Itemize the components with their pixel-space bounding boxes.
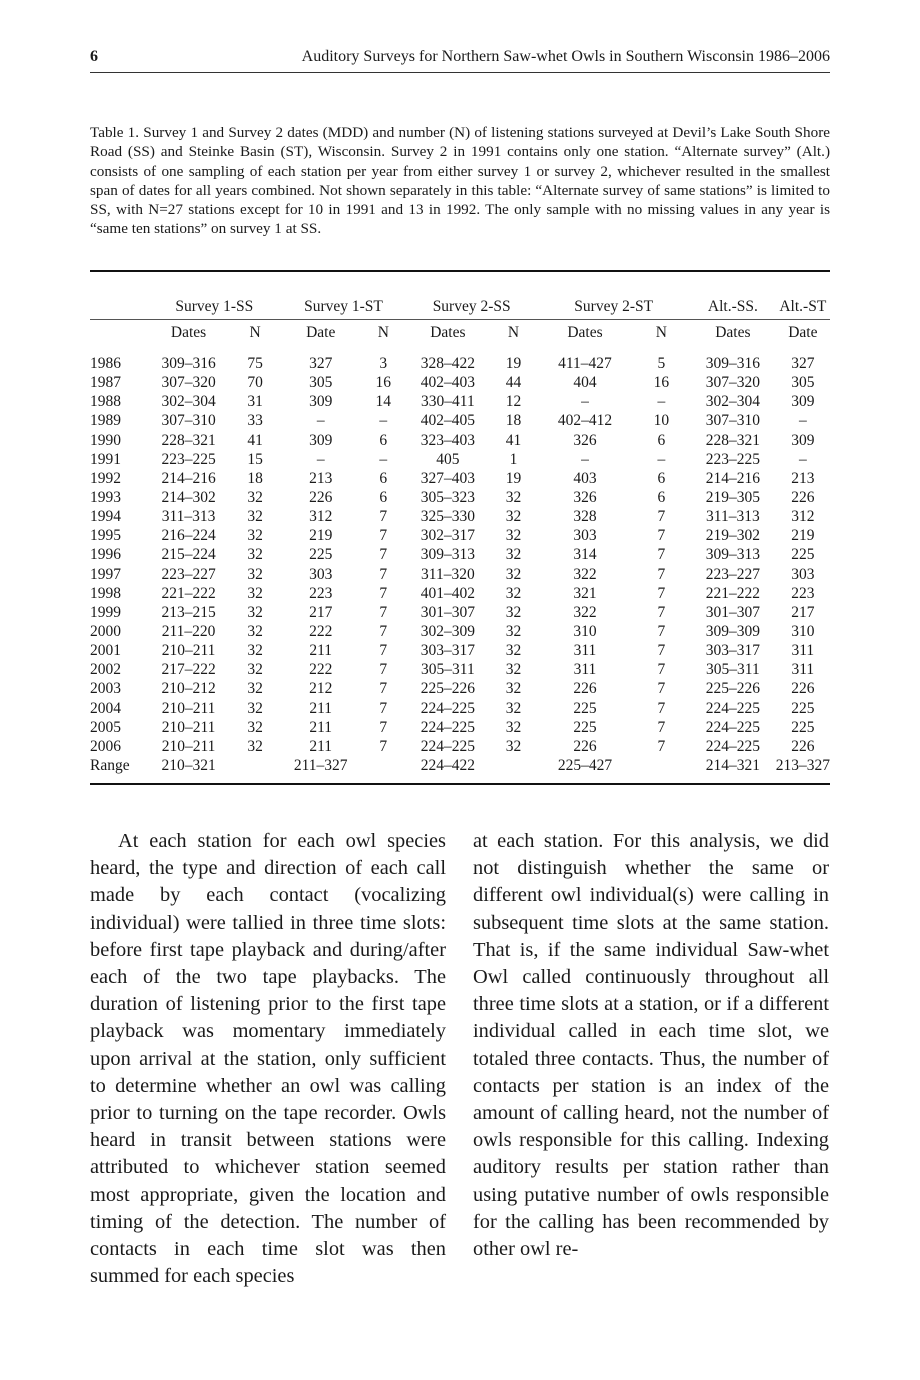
table-cell: – [316, 412, 325, 430]
table-cell: 32 [505, 527, 522, 545]
table-cell: 32 [247, 699, 263, 717]
subheader-cell: Date [281, 320, 361, 347]
row-label: 1996 [90, 546, 121, 564]
table-cell: 16 [653, 374, 670, 392]
row-label: 1999 [90, 603, 121, 621]
table-cell: – [316, 450, 325, 468]
table-cell: 7 [657, 565, 666, 583]
table-cell: 32 [247, 680, 263, 698]
table-cell: 225 [309, 546, 333, 564]
table-cell: 32 [247, 546, 263, 564]
table-cell: 7 [379, 603, 388, 621]
row-label: 1989 [90, 412, 121, 430]
table-cell: – [379, 450, 388, 468]
table-cell: 32 [505, 565, 522, 583]
table-cell: 7 [657, 508, 666, 526]
table-row [90, 346, 830, 373]
table-row [90, 507, 830, 526]
table-cell: 211 [309, 642, 333, 660]
table-cell: 213 [791, 469, 815, 487]
table-cell: 210–321 [161, 757, 216, 775]
table-cell: 310 [791, 623, 815, 641]
table-cell: 326 [573, 431, 597, 449]
table-cell: 19 [505, 469, 522, 487]
table-cell: 223–227 [161, 565, 216, 583]
table-cell: 31 [247, 393, 263, 411]
table-cell: 402–405 [420, 412, 476, 430]
table-row [90, 603, 830, 622]
table-cell: 32 [247, 661, 263, 679]
table-cell: 10 [653, 412, 670, 430]
table-cell: 310 [573, 623, 597, 641]
table-cell: 302–304 [705, 393, 761, 411]
table-cell: 32 [247, 603, 263, 621]
table-cell: – [657, 450, 666, 468]
table-row [90, 411, 830, 430]
table-cell: 210–212 [161, 680, 216, 698]
table-cell: 33 [247, 412, 263, 430]
table-cell: 219 [309, 527, 333, 545]
table-cell: 41 [247, 431, 263, 449]
table-cell: 223 [791, 584, 815, 602]
table-cell: – [657, 393, 666, 411]
table-cell: 214–302 [161, 489, 216, 507]
table-cell: 18 [247, 469, 263, 487]
table-cell: 402–403 [420, 374, 476, 392]
table-cell: 330–411 [421, 393, 475, 411]
survey-table [90, 270, 830, 785]
table-cell: 309–313 [705, 546, 761, 564]
table-cell: 326 [573, 489, 597, 507]
row-label: 1992 [90, 469, 121, 487]
table-cell: 32 [247, 623, 263, 641]
table-cell: 32 [247, 737, 263, 755]
table-cell: 7 [379, 737, 388, 755]
running-header [90, 48, 830, 73]
table-cell: 217 [791, 603, 815, 621]
table-cell: – [581, 393, 589, 411]
table-cell: 224–225 [420, 699, 476, 717]
table-cell: 225 [791, 546, 815, 564]
table-cell: 322 [573, 603, 597, 621]
table-cell: 32 [247, 584, 263, 602]
table-row [90, 526, 830, 545]
table-cell: 7 [657, 584, 666, 602]
subheader-cell: N [361, 320, 407, 347]
table-cell: 328 [573, 508, 597, 526]
table-cell: 303 [309, 565, 333, 583]
row-label: 1990 [90, 431, 121, 449]
subheader-cell: N [490, 320, 538, 347]
table-cell: 307–310 [705, 412, 761, 430]
table-cell: 226 [309, 489, 333, 507]
table-cell: 32 [505, 546, 522, 564]
subheader-cell: N [229, 320, 281, 347]
row-label: 1993 [90, 489, 121, 507]
table-cell: 305 [309, 374, 333, 392]
table-cell: 211 [309, 737, 333, 755]
table-cell: 225–226 [705, 680, 761, 698]
table-cell: 7 [657, 527, 666, 545]
table-cell: 223 [309, 584, 333, 602]
table-cell: 70 [247, 374, 263, 392]
page-number: 6 [90, 48, 98, 65]
table-cell: 210–211 [161, 699, 216, 717]
table-cell: 7 [657, 737, 666, 755]
table-cell: 403 [573, 469, 597, 487]
table-cell: 311 [791, 661, 815, 679]
table-cell: 311 [573, 642, 597, 660]
running-title: Auditory Surveys for Northern Saw-whet Owls in Southern Wisconsin 1986–2006 [301, 48, 830, 65]
table-cell: 321 [573, 584, 597, 602]
table-cell: 15 [247, 450, 263, 468]
table-row [90, 641, 830, 660]
table-cell: 312 [791, 508, 815, 526]
table-cell: 402–412 [557, 412, 613, 430]
table-cell: 223–225 [705, 450, 761, 468]
table-cell: 223–225 [161, 450, 216, 468]
row-label: 2005 [90, 718, 121, 736]
table-cell: 226 [791, 489, 815, 507]
table-cell: 7 [657, 661, 666, 679]
table-cell: 19 [505, 355, 522, 373]
table-row [90, 450, 830, 469]
table-cell: 217–222 [161, 661, 216, 679]
table-cell: 32 [247, 527, 263, 545]
table-cell: 7 [657, 546, 666, 564]
table-cell: 309–316 [705, 355, 761, 373]
row-label: 2002 [90, 661, 121, 679]
table-cell: 219–302 [705, 527, 761, 545]
table-cell: 7 [379, 642, 388, 660]
row-label: 2006 [90, 737, 121, 755]
subheader-cell: Dates [148, 320, 230, 347]
table-cell: 228–321 [161, 431, 216, 449]
table-cell: 7 [657, 603, 666, 621]
table-cell: 32 [505, 489, 522, 507]
table-cell: 214–216 [161, 469, 216, 487]
table-row [90, 488, 830, 507]
group-header-alt-st: Alt.-ST [779, 298, 827, 315]
table-cell: 6 [379, 469, 388, 487]
table-cell: 210–211 [161, 737, 216, 755]
table-cell: 217 [309, 603, 333, 621]
table-cell: 7 [379, 661, 388, 679]
table-cell [490, 756, 538, 783]
table-cell: 224–225 [420, 737, 476, 755]
table-cell: 7 [657, 680, 666, 698]
table-cell: 309–309 [705, 623, 761, 641]
table-cell: 32 [505, 642, 522, 660]
row-label: 1987 [90, 374, 121, 392]
table-cell: – [798, 450, 807, 468]
table-cell: 303 [573, 527, 597, 545]
table-row [90, 737, 830, 756]
row-label: 1986 [90, 355, 121, 373]
table-cell: 32 [505, 718, 522, 736]
table-cell: 211 [309, 718, 333, 736]
table-row [90, 584, 830, 603]
table-cell: 309–316 [161, 355, 216, 373]
table-cell: 302–309 [420, 623, 476, 641]
table-cell: 301–307 [705, 603, 761, 621]
table-row [90, 718, 830, 737]
table-cell: 32 [505, 584, 522, 602]
table-cell: 32 [247, 718, 263, 736]
table-row [90, 545, 830, 564]
table-cell: 224–225 [420, 718, 476, 736]
table-cell: 6 [657, 469, 666, 487]
table-cell: 309 [791, 393, 815, 411]
table-row [90, 679, 830, 698]
table-cell: 225 [573, 718, 597, 736]
row-label: 1998 [90, 584, 121, 602]
table-cell: 7 [379, 508, 388, 526]
table-cell: 314 [573, 546, 597, 564]
subheader-cell: N [633, 320, 690, 347]
group-header-survey1-st: Survey 1-ST [304, 298, 383, 315]
table-cell: 7 [657, 642, 666, 660]
table-cell: 7 [657, 623, 666, 641]
table-cell: 7 [379, 546, 388, 564]
row-label: 2004 [90, 699, 121, 717]
table-cell: 7 [379, 699, 388, 717]
table-row [90, 431, 830, 450]
table-cell: 322 [573, 565, 597, 583]
table-cell: 211–220 [161, 623, 216, 641]
table-cell: 328–422 [420, 355, 476, 373]
table-cell: 222 [309, 661, 333, 679]
table-cell: 405 [436, 450, 460, 468]
table-cell: 214–216 [705, 469, 761, 487]
table-cell: 221–222 [161, 584, 216, 602]
group-header-survey2-ss: Survey 2-SS [432, 298, 511, 315]
table-cell: 309 [309, 393, 333, 411]
table-cell: 302–304 [161, 393, 216, 411]
table-body [90, 346, 830, 783]
table-row [90, 469, 830, 488]
table-cell: 32 [505, 508, 522, 526]
table-cell: 7 [379, 527, 388, 545]
table-row [90, 622, 830, 641]
subheader-cell: Date [776, 320, 830, 347]
table-caption: Table 1. Survey 1 and Survey 2 dates (MDD) and number (N) of listening stations surveyed at Devil’s Lake South Shore Road (SS) and Steinke Basin (ST), Wisconsin. Survey 2 in 1991 contains only one station. “Alternate survey” (Alt.) consists of one sampling of each station per year from either survey 1 or survey 2, whichever resulted in the smallest span of dates for all years combined. Not shown separately in this table: “Alternate survey of same stations” is limited to SS, with N=27 stations except for 10 in 1991 and 13 in 1992. The only sample with no missing values in any year is “same ten stations” on survey 1 at SS. [90, 124, 830, 238]
table-cell: 210–211 [161, 718, 216, 736]
table-cell: 32 [247, 642, 263, 660]
table-cell: 305–311 [421, 661, 475, 679]
table-cell: 222 [309, 623, 333, 641]
table-row [90, 660, 830, 679]
table-cell: 6 [657, 431, 666, 449]
table-cell: 6 [379, 431, 388, 449]
table-cell: 12 [505, 393, 522, 411]
table-cell: 223–227 [705, 565, 761, 583]
table-cell: 327–403 [420, 469, 476, 487]
table-cell: 225 [573, 699, 597, 717]
table-cell [633, 756, 690, 783]
table-cell: 224–422 [420, 757, 476, 775]
group-header-survey1-ss: Survey 1-SS [175, 298, 254, 315]
table-cell: 211–327 [293, 757, 348, 775]
table-cell: 307–320 [161, 374, 216, 392]
table-cell: 327 [309, 355, 333, 373]
table-cell: 325–330 [420, 508, 476, 526]
table-cell [229, 756, 281, 783]
table-cell: 302–317 [420, 527, 476, 545]
body-column-left: At each station for each owl species heard, the type and direction of each call made by each contact (vocalizing individual) were tallied in three time slots: before first tape playback and during/after each of the two tape playbacks. The duration of listening prior to the first tape playback was momentary immediately upon arrival at the station, only sufficient to determine whether an owl was calling prior to turning on the tape recorder. Owls heard in transit between stations were attributed to whichever station seemed most appropriate, given the location and timing of the detection. The number of contacts in each time slot was then summed for each species [90, 830, 446, 1288]
row-label: 2000 [90, 623, 121, 641]
table-cell: 303–317 [420, 642, 476, 660]
group-header-alt-ss: Alt.-SS. [707, 298, 758, 315]
table-cell: 14 [375, 393, 392, 411]
table-cell: 303 [791, 565, 815, 583]
table-cell: 3 [379, 355, 388, 373]
table-cell: 213–327 [775, 757, 830, 775]
table-cell: 41 [505, 431, 522, 449]
table-cell: 7 [379, 584, 388, 602]
table-cell: 224–225 [705, 737, 761, 755]
table-cell: 225–226 [420, 680, 476, 698]
table-cell: 7 [379, 718, 388, 736]
table-cell: 75 [247, 355, 263, 373]
table-row [90, 392, 830, 411]
table-cell: 224–225 [705, 699, 761, 717]
table-cell: 224–225 [705, 718, 761, 736]
table-cell: – [798, 412, 807, 430]
row-label: 2003 [90, 680, 121, 698]
table-cell: 309–313 [420, 546, 476, 564]
table-cell: 307–320 [705, 374, 761, 392]
table-cell: 32 [247, 489, 263, 507]
table-cell: 311 [573, 661, 597, 679]
table-cell: 323–403 [420, 431, 476, 449]
table-cell: 216–224 [161, 527, 216, 545]
table-cell: 6 [379, 489, 388, 507]
table-cell: 7 [379, 565, 388, 583]
table-cell: 309 [309, 431, 333, 449]
table-cell: – [379, 412, 388, 430]
table-cell: 401–402 [420, 584, 476, 602]
row-label: 1988 [90, 393, 121, 411]
table-cell: 221–222 [705, 584, 761, 602]
table-cell: 32 [505, 737, 522, 755]
table-cell: 7 [657, 699, 666, 717]
table-cell: 311 [791, 642, 815, 660]
table-row [90, 565, 830, 584]
table-cell: 301–307 [420, 603, 476, 621]
subheader-cell: Dates [537, 320, 632, 347]
table-cell: 32 [505, 680, 522, 698]
table-cell: 1 [509, 450, 518, 468]
table-cell: 32 [505, 661, 522, 679]
subheader-cell: Dates [406, 320, 490, 347]
table-cell: 226 [573, 680, 597, 698]
table-cell: 16 [375, 374, 392, 392]
table-cell: 309 [791, 431, 815, 449]
table-group-header [90, 272, 830, 320]
table-cell: 7 [657, 718, 666, 736]
table-cell: 215–224 [161, 546, 216, 564]
table-cell: 32 [247, 508, 263, 526]
row-label: Range [90, 757, 130, 775]
table-cell: 211 [309, 699, 333, 717]
group-header-survey2-st: Survey 2-ST [574, 298, 654, 315]
table-row [90, 373, 830, 392]
table-cell: 327 [791, 355, 815, 373]
table-cell: 404 [573, 374, 597, 392]
row-label: 1997 [90, 565, 121, 583]
table-cell: 212 [309, 680, 333, 698]
table-cell: 32 [505, 623, 522, 641]
row-label: 1994 [90, 508, 121, 526]
table-cell: 303–317 [705, 642, 761, 660]
table-cell: 312 [309, 508, 333, 526]
table-cell: 305–323 [420, 489, 476, 507]
body-column-right: at each station. For this analysis, we did not distinguish whether the same or different owl individual(s) were calling in subsequent time slots at the same station. That is, if the same individual Saw-whet Owl called continuously throughout all three time slots at a station, or if a different individual called in each time slot, we totaled three contacts. Thus, the number of contacts per station is an index of the amount of calling heard, not the number of owls responsible for this calling. Indexing auditory results per station rather than using putative number of owls responsible for the calling has been recommended by other owl re- [473, 830, 829, 1261]
table-cell: 7 [379, 680, 388, 698]
table-cell: 226 [791, 680, 815, 698]
row-label: 1991 [90, 450, 121, 468]
table-cell: 311–313 [161, 508, 216, 526]
table-cell: 213 [309, 469, 333, 487]
subheader-cell: Dates [690, 320, 776, 347]
table-cell: 311–313 [706, 508, 760, 526]
table-cell: 411–427 [558, 355, 612, 373]
table-sub-header [90, 320, 830, 347]
table-cell: 307–310 [161, 412, 216, 430]
row-label: 2001 [90, 642, 121, 660]
table-cell: 213–215 [161, 603, 216, 621]
table-cell: 32 [505, 699, 522, 717]
table-cell: 225 [791, 718, 815, 736]
table-cell: 219 [791, 527, 815, 545]
table-cell: 305–311 [706, 661, 760, 679]
table-cell: 219–305 [705, 489, 761, 507]
table-cell: 7 [379, 623, 388, 641]
table-cell: 210–211 [161, 642, 216, 660]
table-cell: 225 [791, 699, 815, 717]
table-cell: 226 [573, 737, 597, 755]
table-cell: 225–427 [557, 757, 613, 775]
table-cell: 44 [505, 374, 522, 392]
table-cell: 311–320 [421, 565, 475, 583]
table-cell: 214–321 [705, 757, 761, 775]
table-row [90, 699, 830, 718]
row-label: 1995 [90, 527, 121, 545]
table-cell: 5 [657, 355, 666, 373]
table-cell: – [581, 450, 589, 468]
table-cell: 228–321 [705, 431, 761, 449]
table-row [90, 756, 830, 783]
table-cell: 6 [657, 489, 666, 507]
table-cell: 32 [247, 565, 263, 583]
table-cell: 18 [505, 412, 522, 430]
table-cell: 32 [505, 603, 522, 621]
table-cell: 226 [791, 737, 815, 755]
table-cell: 305 [791, 374, 815, 392]
table-cell [361, 756, 407, 783]
